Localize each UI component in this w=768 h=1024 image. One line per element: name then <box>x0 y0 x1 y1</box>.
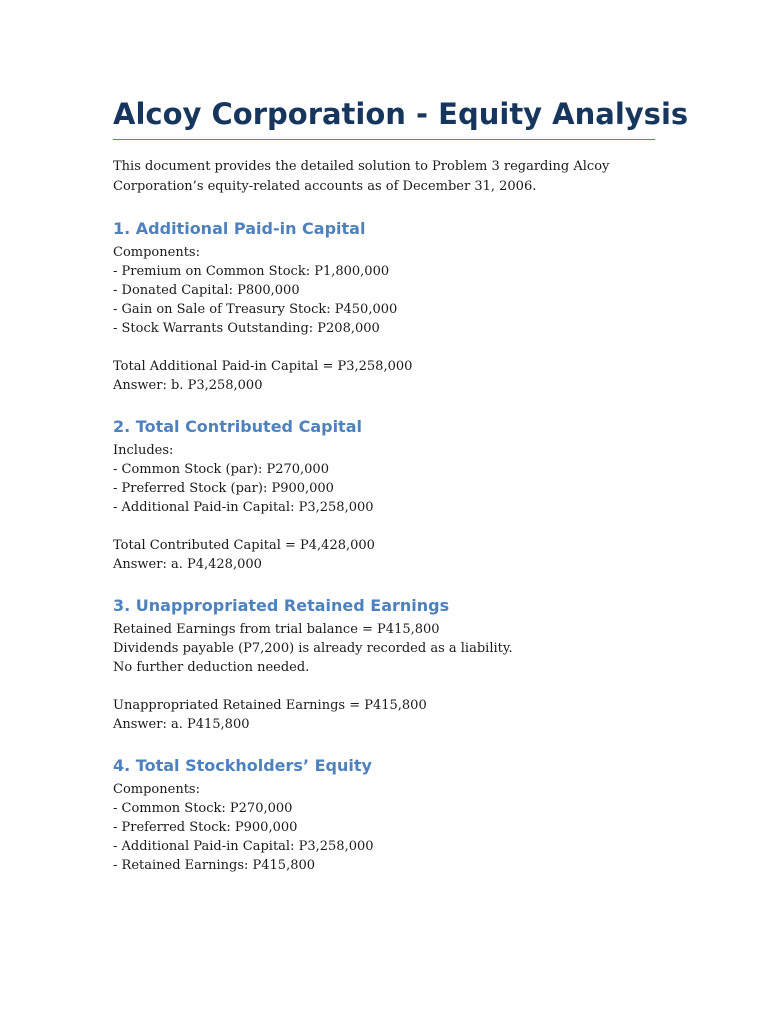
section-answer: Answer: a. P4,428,000 <box>113 557 262 572</box>
page-title: Alcoy Corporation - Equity Analysis <box>113 95 655 140</box>
section-line: Retained Earnings from trial balance = P415,800 <box>113 622 440 637</box>
intro-paragraph: This document provides the detailed solution to Problem 3 regarding Alcoy Corporation’s equity-related accounts as of December 31, 2006. <box>113 159 610 194</box>
section-line: Includes: <box>113 443 174 458</box>
section-total: Unappropriated Retained Earnings = P415,800 <box>113 698 427 713</box>
section-heading: 4. Total Stockholders’ Equity <box>113 756 372 775</box>
section-line: - Additional Paid-in Capital: P3,258,000 <box>113 839 374 854</box>
section-line: - Donated Capital: P800,000 <box>113 283 300 298</box>
section-answer: Answer: a. P415,800 <box>113 717 250 732</box>
section-additional-paid-in-capital <box>113 218 655 395</box>
section-total-stockholders-equity <box>113 755 655 875</box>
section-line: No further deduction needed. <box>113 660 310 675</box>
section-line: - Gain on Sale of Treasury Stock: P450,000 <box>113 302 398 317</box>
section-line: Components: <box>113 245 200 260</box>
section-total-contributed-capital <box>113 416 655 574</box>
section-line: - Preferred Stock (par): P900,000 <box>113 481 334 496</box>
section-line: - Common Stock: P270,000 <box>113 801 293 816</box>
section-total: Total Additional Paid-in Capital = P3,258,000 <box>113 359 413 374</box>
section-line: - Common Stock (par): P270,000 <box>113 462 329 477</box>
section-line: - Retained Earnings: P415,800 <box>113 858 316 873</box>
section-heading: 2. Total Contributed Capital <box>113 417 362 436</box>
section-heading: 3. Unappropriated Retained Earnings <box>113 596 450 615</box>
blank-line <box>113 517 655 536</box>
section-line: Dividends payable (P7,200) is already recorded as a liability. <box>113 641 513 656</box>
section-line: - Preferred Stock: P900,000 <box>113 820 298 835</box>
section-line: - Additional Paid-in Capital: P3,258,000 <box>113 500 374 515</box>
section-line: - Premium on Common Stock: P1,800,000 <box>113 264 390 279</box>
section-unappropriated-retained-earnings <box>113 595 655 734</box>
blank-line <box>113 677 655 696</box>
blank-line <box>113 338 655 357</box>
section-line: - Stock Warrants Outstanding: P208,000 <box>113 321 380 336</box>
section-line: Components: <box>113 782 200 797</box>
section-heading: 1. Additional Paid-in Capital <box>113 219 366 238</box>
section-answer: Answer: b. P3,258,000 <box>113 378 263 393</box>
section-total: Total Contributed Capital = P4,428,000 <box>113 538 375 553</box>
document-body <box>113 95 689 875</box>
